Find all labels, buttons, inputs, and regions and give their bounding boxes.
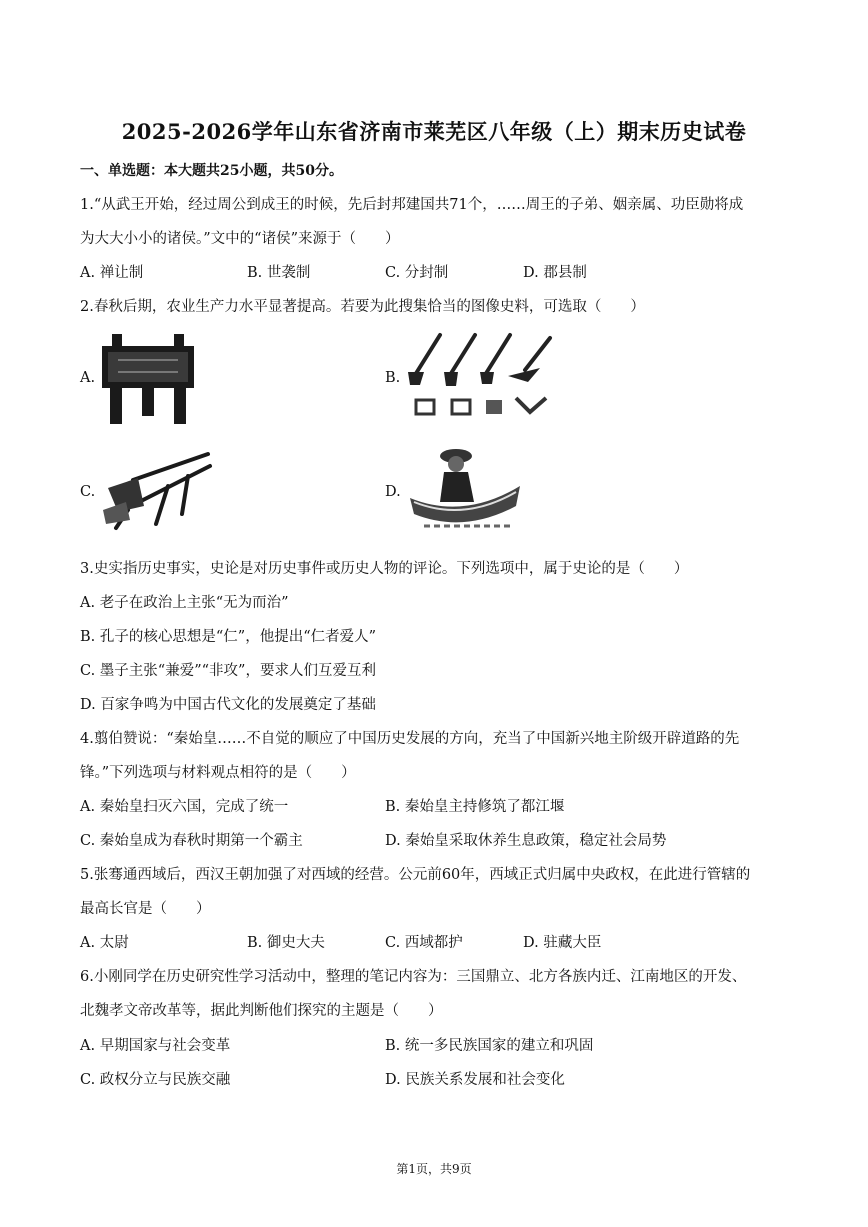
q3-option-c: C. 墨子主张“兼爱”“非攻”，要求人们互爱互利 <box>80 663 376 679</box>
q1-stem-line2: 为大大小小的诸侯。”文中的“诸侯”来源于（ ） <box>80 231 400 247</box>
q1-option-b: B. 世袭制 <box>247 265 311 281</box>
q2-option-b: B. <box>385 370 401 386</box>
q5-stem-line2: 最高长官是（ ） <box>80 901 211 917</box>
boat-rower-image <box>404 440 524 538</box>
q4-option-d: D. 秦始皇采取休养生息政策，稳定社会局势 <box>385 833 667 849</box>
q6-option-c: C. 政权分立与民族交融 <box>80 1072 231 1088</box>
q4-stem-line2: 锋。”下列选项与材料观点相符的是（ ） <box>80 765 356 781</box>
q5-option-d: D. 驻藏大臣 <box>523 935 602 951</box>
q3-option-b: B. 孔子的核心思想是“仁”，他提出“仁者爱人” <box>80 629 377 645</box>
q2-option-c: C. <box>80 484 96 500</box>
q6-stem-line1: 6.小刚同学在历史研究性学习活动中，整理的笔记内容为：三国鼎立、北方各族内迁、江南地区的开发、 <box>80 969 747 985</box>
q5-stem-line1: 5.张骞通西域后，西汉王朝加强了对西域的经营。公元前60年，西域正式归属中央政权，在此进行管辖的 <box>80 867 751 883</box>
ox-plough-image <box>98 450 218 532</box>
q6-option-d: D. 民族关系发展和社会变化 <box>385 1072 565 1088</box>
q3-stem: 3.史实指历史事实，史论是对历史事件或历史人物的评论。下列选项中，属于史论的是（ ） <box>80 561 689 577</box>
q2-option-a: A. <box>80 370 96 386</box>
q5-option-c: C. 西域都护 <box>385 935 463 951</box>
q4-option-c: C. 秦始皇成为春秋时期第一个霸主 <box>80 833 303 849</box>
exam-title: 2025-2026学年山东省济南市莱芜区八年级（上）期末历史试卷 <box>121 119 747 144</box>
q5-option-a: A. 太尉 <box>80 935 129 951</box>
page-footer: 第1页，共9页 <box>396 1162 472 1176</box>
q2-stem: 2.春秋后期，农业生产力水平显著提高。若要为此搜集恰当的图像史料，可选取（ ） <box>80 299 645 315</box>
q4-stem-line1: 4.翦伯赞说：“秦始皇……不自觉的顺应了中国历史发展的方向，充当了中国新兴地主阶级开辟道路的先 <box>80 731 740 747</box>
q2-option-d: D. <box>385 484 401 500</box>
q6-option-a: A. 早期国家与社会变革 <box>80 1038 231 1054</box>
q6-option-b: B. 统一多民族国家的建立和巩固 <box>385 1038 594 1054</box>
q4-option-b: B. 秦始皇主持修筑了都江堰 <box>385 799 565 815</box>
q5-option-b: B. 御史大夫 <box>247 935 325 951</box>
q1-option-a: A. 禅让制 <box>80 265 144 281</box>
q1-option-d: D. 郡县制 <box>523 265 587 281</box>
iron-farm-tools-image <box>400 330 565 420</box>
q1-option-c: C. 分封制 <box>385 265 449 281</box>
q1-stem-line1: 1.“从武王开始，经过周公到成王的时候，先后封邦建国共71个，……周王的子弟、姻亲属、功臣勋将成 <box>80 197 744 213</box>
bronze-ding-image <box>98 330 198 426</box>
section-heading: 一、单选题：本大题共25小题，共50分。 <box>80 163 343 179</box>
q3-option-a: A. 老子在政治上主张“无为而治” <box>80 595 289 611</box>
q4-option-a: A. 秦始皇扫灭六国，完成了统一 <box>80 799 289 815</box>
q6-stem-line2: 北魏孝文帝改革等，据此判断他们探究的主题是（ ） <box>80 1003 443 1019</box>
q3-option-d: D. 百家争鸣为中国古代文化的发展奠定了基础 <box>80 697 376 713</box>
